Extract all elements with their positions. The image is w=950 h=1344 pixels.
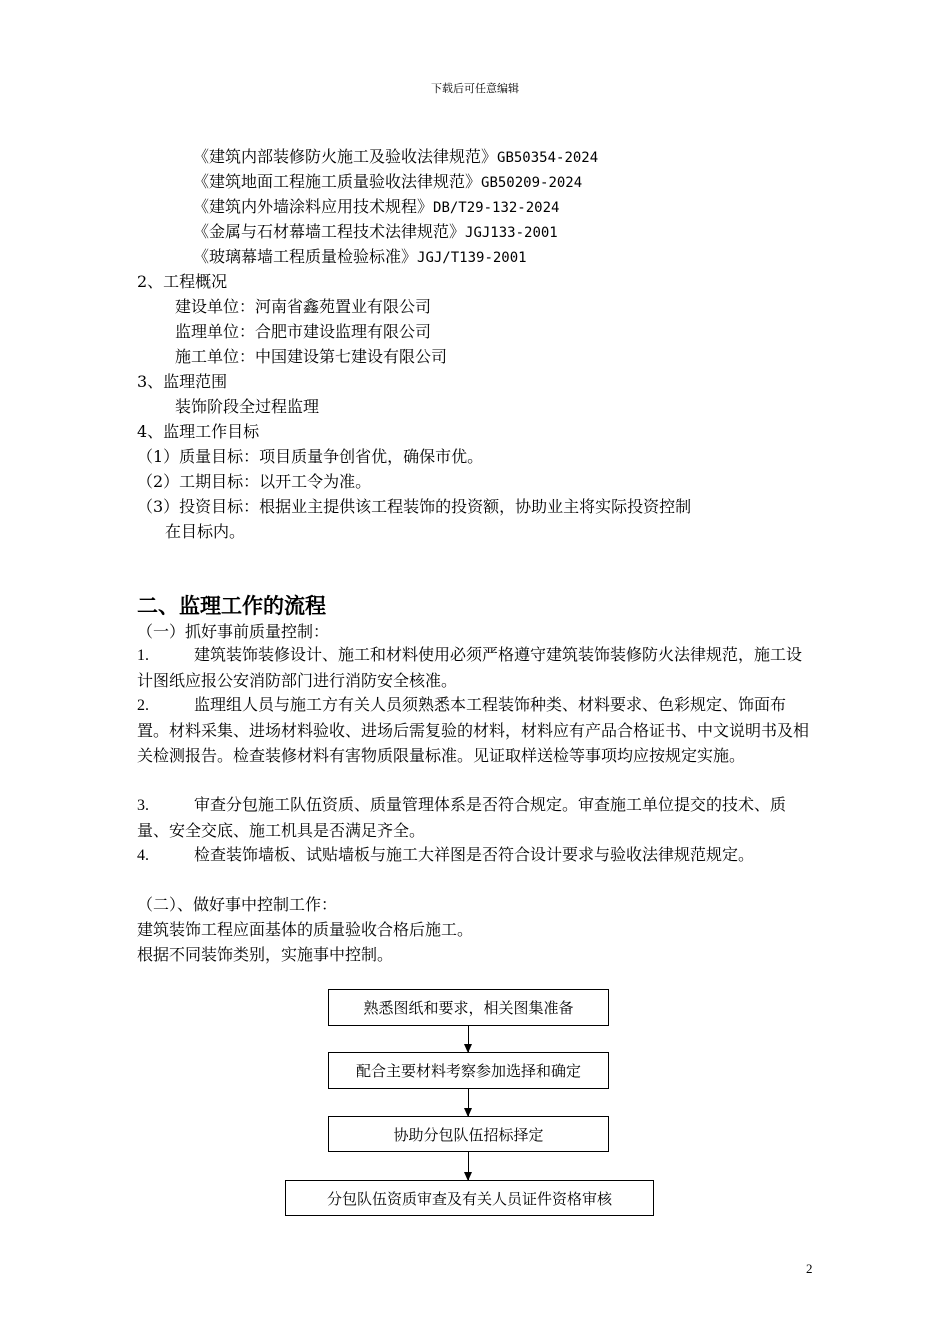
flow-step: 熟悉图纸和要求，相关图集准备: [328, 989, 609, 1026]
item-number: 3.: [137, 797, 149, 814]
mid-control-line-2: 根据不同装饰类别，实施事中控制。: [137, 945, 394, 964]
overview-heading: 2、工程概况: [137, 272, 228, 291]
item-number: 2.: [137, 697, 149, 714]
standard-code: DB/T29-132-2024: [433, 200, 560, 216]
section-title: 二、监理工作的流程: [137, 594, 326, 618]
schedule-goal: （2）工期目标：以开工令为准。: [137, 472, 372, 491]
item-number: 4.: [137, 847, 149, 864]
standard-item: [193, 169, 582, 192]
scope-heading: 3、监理范围: [137, 372, 228, 391]
item-text: 检查装饰墙板、试贴墙板与施工大祥图是否符合设计要求与验收法律规范规定。: [194, 845, 755, 864]
contractor-line: 施工单位：中国建设第七建设有限公司: [175, 347, 448, 366]
standard-code: JGJ133-2001: [465, 225, 558, 241]
flow-arrow: [468, 1026, 469, 1052]
list-item: [137, 642, 817, 693]
investment-goal: （3）投资目标：根据业主提供该工程装饰的投资额，协助业主将实际投资控制: [137, 497, 692, 516]
owner-line: 建设单位：河南省鑫苑置业有限公司: [175, 297, 432, 316]
standard-name: 《金属与石材幕墙工程技术法律规范》: [193, 222, 466, 241]
list-item: [137, 842, 817, 868]
standard-item: [193, 194, 559, 217]
flow-step: 配合主要材料考察参加选择和确定: [328, 1052, 609, 1089]
standard-item: [193, 244, 527, 267]
page-header: 下载后可任意编辑: [431, 82, 519, 95]
standard-item: [193, 144, 598, 167]
supervisor-line: 监理单位：合肥市建设监理有限公司: [175, 322, 432, 341]
flow-step: 协助分包队伍招标择定: [328, 1116, 609, 1152]
item-text: 建筑装饰装修设计、施工和材料使用必须严格遵守建筑装饰装修防火法律规范，施工设计图纸应报公安消防部门进行消防安全核准。: [137, 645, 803, 690]
subsection-pre-control: （一）抓好事前质量控制：: [137, 622, 330, 641]
investment-goal-cont: 在目标内。: [165, 522, 246, 541]
quality-goal: （1）质量目标：项目质量争创省优，确保市优。: [137, 447, 484, 466]
item-text: 监理组人员与施工方有关人员须熟悉本工程装饰种类、材料要求、色彩规定、饰面布置。材料采集、进场材料验收、进场后需复验的材料，材料应有产品合格证书、中文说明书及相关检测报告。检查装修材料有害物质限量标准。见证取样送检等事项均应按规定实施。: [137, 695, 810, 765]
standard-code: GB50354-2024: [497, 150, 599, 166]
goals-heading: 4、监理工作目标: [137, 422, 260, 441]
flow-arrow: [468, 1089, 469, 1116]
list-item: [137, 792, 817, 843]
list-item: [137, 692, 817, 768]
standard-item: [193, 219, 558, 242]
standard-code: JGJ/T139-2001: [417, 250, 527, 266]
standard-name: 《建筑地面工程施工质量验收法律规范》: [193, 172, 482, 191]
standard-code: GB50209-2024: [481, 175, 583, 191]
page-number: 2: [806, 1261, 813, 1276]
standard-name: 《玻璃幕墙工程质量检验标准》: [193, 247, 418, 266]
flow-step: 分包队伍资质审查及有关人员证件资格审核: [285, 1180, 654, 1216]
flow-arrow: [468, 1152, 469, 1180]
subsection-mid-control: （二）、做好事中控制工作：: [137, 895, 338, 914]
standard-name: 《建筑内部装修防火施工及验收法律规范》: [193, 147, 498, 166]
scope-text: 装饰阶段全过程监理: [175, 397, 320, 416]
standard-name: 《建筑内外墙涂料应用技术规程》: [193, 197, 434, 216]
item-text: 审查分包施工队伍资质、质量管理体系是否符合规定。审查施工单位提交的技术、质量、安全交底、施工机具是否满足齐全。: [137, 795, 787, 840]
mid-control-line-1: 建筑装饰工程应面基体的质量验收合格后施工。: [137, 920, 474, 939]
item-number: 1.: [137, 647, 149, 664]
